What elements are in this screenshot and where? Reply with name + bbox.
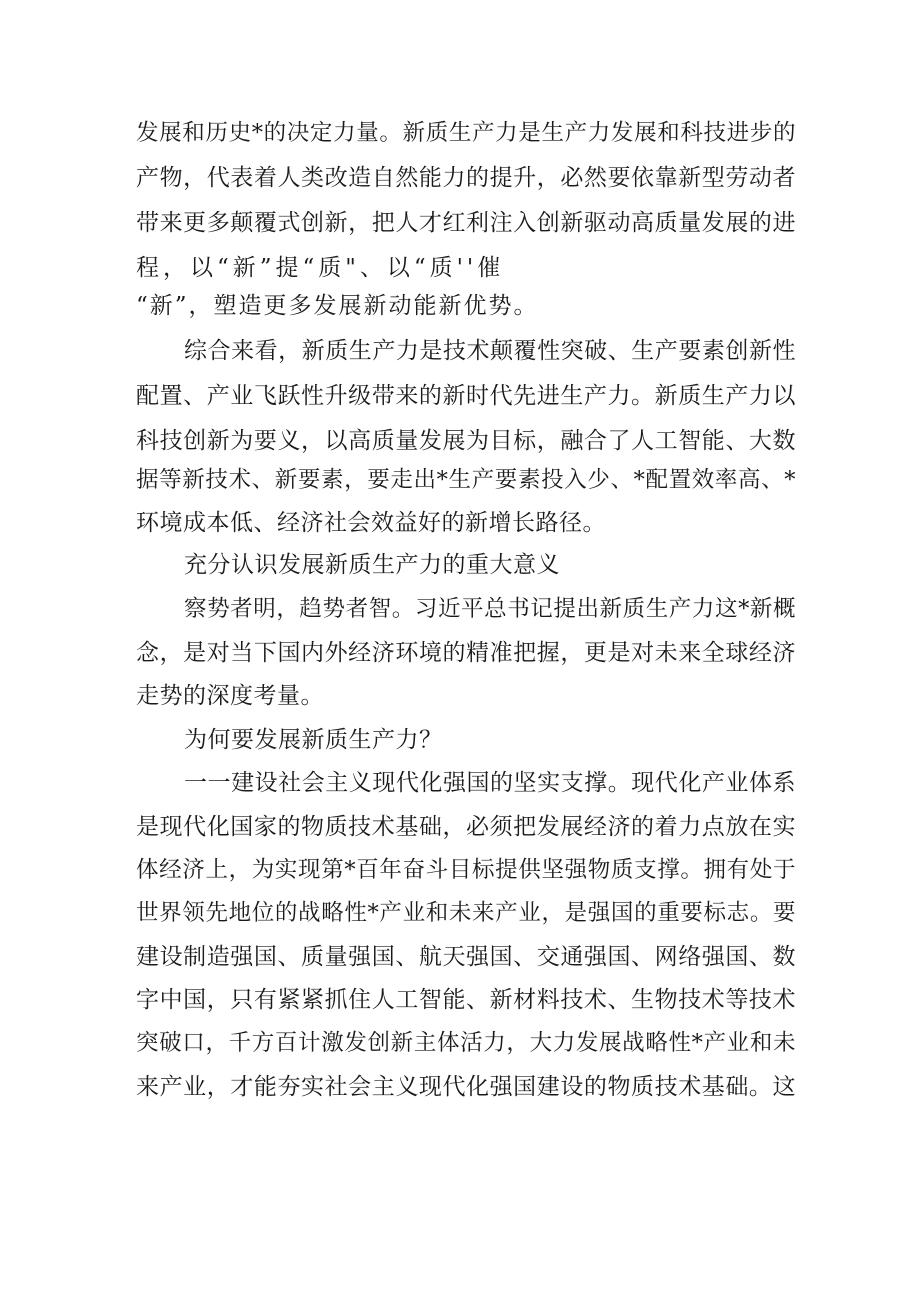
text-line: 走势的深度考量。 <box>136 683 324 709</box>
text-line: 念，是对当下国内外经济环境的精准把握，更是对未来全球经济 <box>136 640 796 666</box>
text-line: 突破口，千方百计激发创新主体活力，大力发展战略性*产业和未 <box>136 1030 796 1056</box>
text-line: 程，以“新”提“质"、以“质''催 <box>136 255 505 281</box>
text-line: 字中国，只有紧紧抓住人工智能、新材料技术、生物技术等技术 <box>136 987 796 1013</box>
text-line: 是现代化国家的物质技术基础，必须把发展经济的着力点放在实 <box>136 814 796 840</box>
text-line: 产物，代表着人类改造自然能力的提升，必然要依靠新型劳动者 <box>136 165 796 191</box>
paragraph-first-line: 综合来看，新质生产力是技术颠覆性突破、生产要素创新性 <box>184 338 796 364</box>
text-line: 环境成本低、经济社会效益好的新增长路径。 <box>136 510 606 536</box>
text-line: 带来更多颠覆式创新，把人才红利注入创新驱动高质量发展的进 <box>136 210 796 236</box>
paragraph-first-line: 一一建设社会主义现代化强国的坚实支撑。现代化产业体系 <box>184 770 796 796</box>
text-line: 科技创新为要义，以高质量发展为目标，融合了人工智能、大数 <box>136 428 796 454</box>
text-line: 体经济上，为实现第*百年奋斗目标提供坚强物质支撑。拥有处于 <box>136 857 796 883</box>
text-line: 发展和历史*的决定力量。新质生产力是生产力发展和科技进步的 <box>136 120 796 146</box>
text-line: 世界领先地位的战略性*产业和未来产业，是强国的重要标志。要 <box>136 900 796 926</box>
text-line: “新”，塑造更多发展新动能新优势。 <box>136 293 539 319</box>
paragraph-first-line: 察势者明，趋势者智。习近平总书记提出新质生产力这*新概 <box>184 596 796 622</box>
text-line: 配置、产业飞跃性升级带来的新时代先进生产力。新质生产力以 <box>136 383 796 409</box>
text-line: 建设制造强国、质量强国、航天强国、交通强国、网络强国、数 <box>136 944 796 970</box>
section-heading: 充分认识发展新质生产力的重大意义 <box>184 552 560 578</box>
section-question: 为何要发展新质生产力？ <box>184 727 443 753</box>
text-line: 来产业，才能夯实社会主义现代化强国建设的物质技术基础。这 <box>136 1074 796 1100</box>
text-line: 据等新技术、新要素，要走出*生产要素投入少、*配置效率高、* <box>136 467 796 493</box>
